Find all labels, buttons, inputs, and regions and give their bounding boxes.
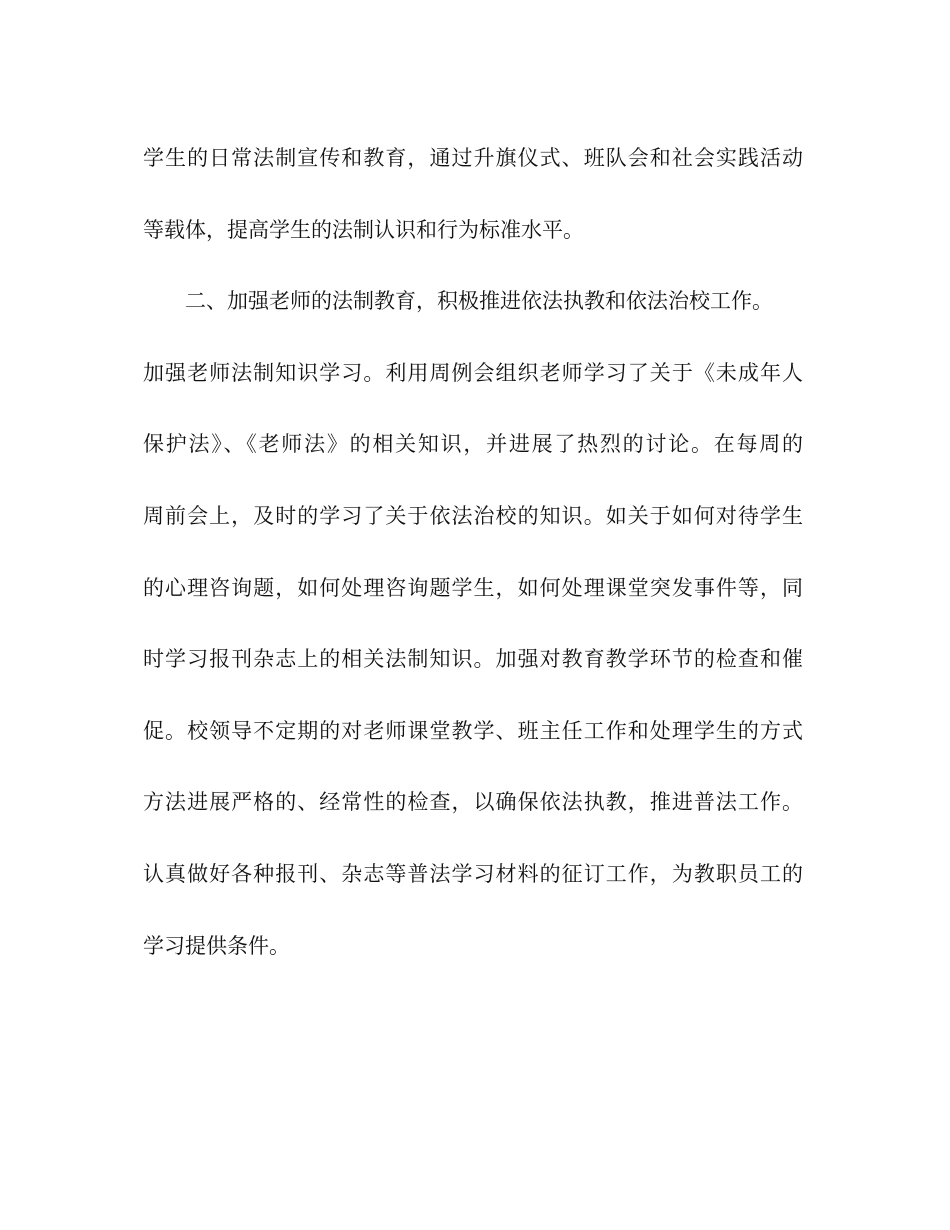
text-line: 等载体，提高学生的法制认识和行为标准水平。 <box>143 217 584 242</box>
text-line: 时学习报刊杂志上的相关法制知识。加强对教育教学环节的检查和催 <box>143 647 803 672</box>
section-heading: 二、加强老师的法制教育，积极推进依法执教和依法治校工作。 <box>185 289 773 314</box>
text-line: 保护法》、《老师法》的相关知识，并进展了热烈的讨论。在每周的 <box>143 432 803 457</box>
text-line: 的心理咨询题，如何处理咨询题学生，如何处理课堂突发事件等，同 <box>143 575 803 600</box>
text-line: 促。校领导不定期的对老师课堂教学、班主任工作和处理学生的方式 <box>143 718 803 743</box>
body-text <box>143 135 803 994</box>
text-line: 学习提供条件。 <box>143 933 290 958</box>
text-line: 周前会上，及时的学习了关于依法治校的知识。如关于如何对待学生 <box>143 503 803 528</box>
text-line: 方法进展严格的、经常性的检查，以确保依法执教，推进普法工作。 <box>143 790 803 815</box>
text-line: 学生的日常法制宣传和教育，通过升旗仪式、班队会和社会实践活动 <box>143 146 803 170</box>
text-line: 加强老师法制知识学习。利用周例会组织老师学习了关于《未成年人 <box>143 360 803 385</box>
text-line: 认真做好各种报刊、杂志等普法学习材料的征订工作，为教职员工的 <box>143 861 803 886</box>
